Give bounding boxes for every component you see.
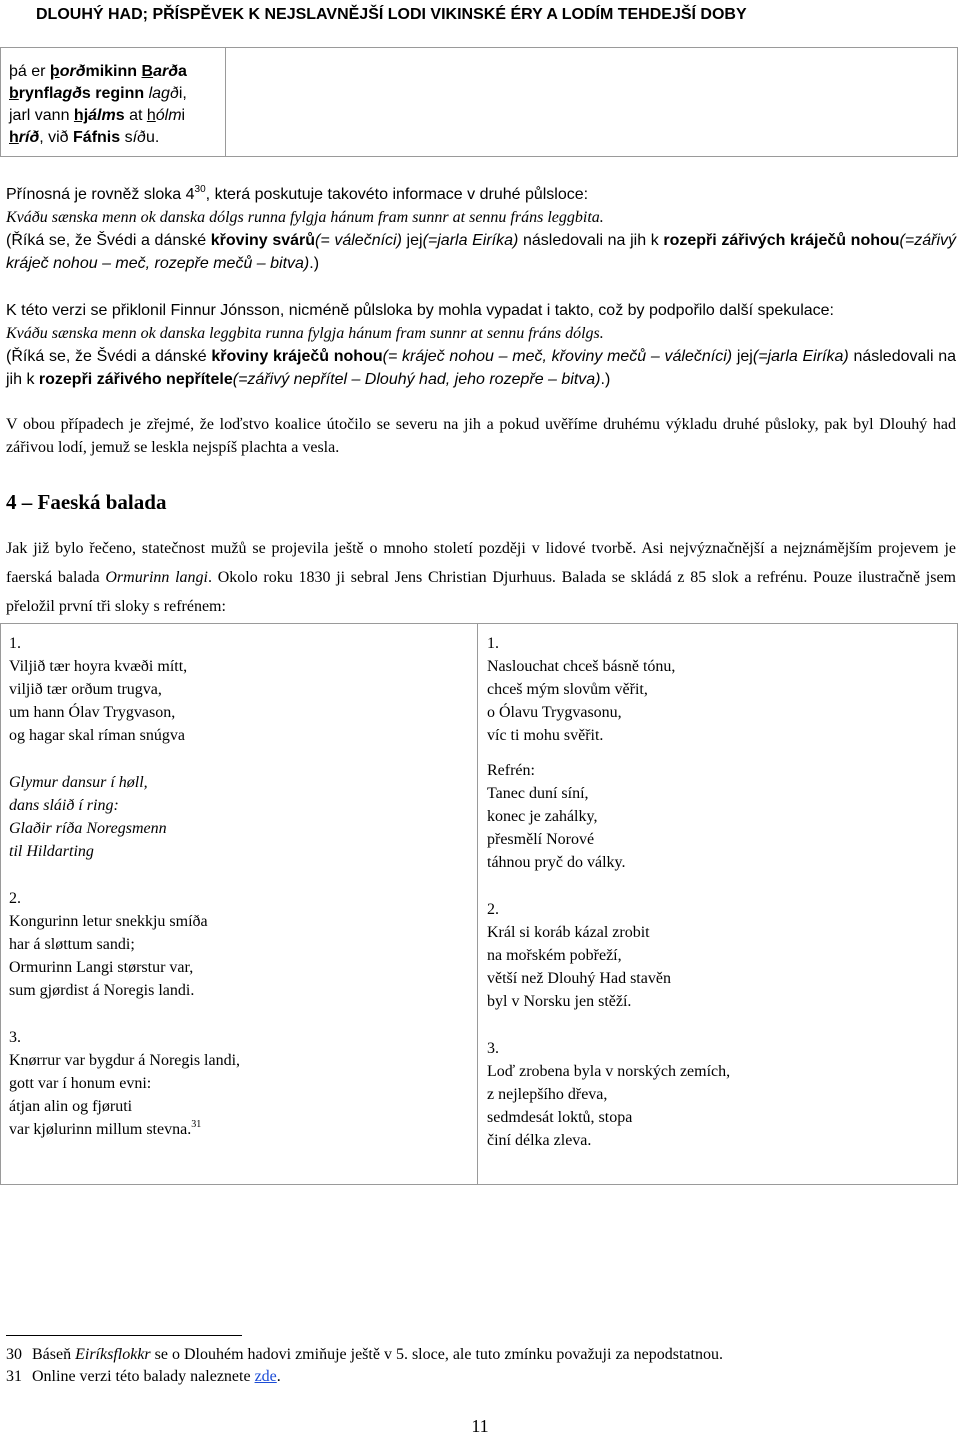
paragraph: (Říká se, že Švédi a dánské křoviny svárů(= válečníci) jej(=jarla Eiríka) následovali na jih k rozepři zářivých kráječů nohou(=zářivý kráječ nohou – meč, rozepře mečů – bitva).) [6, 232, 956, 272]
section-heading: 4 – Faeská balada [6, 490, 167, 514]
footnote-ref: 30 [194, 184, 206, 195]
paragraph: Kváðu sænska menn ok danska leggbita runna fylgja hánum fram sunnr at sennu fráns dólgs. [6, 325, 604, 342]
paragraph: V obou případech je zřejmé, že loďstvo koalice útočilo se severu na jih a pokud uvěříme druhému výkladu druhé půsloky, pak byl Dlouhý had zářivou lodí, jemuž se leskla nejspíš plachta a vesla. [6, 416, 956, 456]
box-divider [225, 48, 226, 156]
footnote-ref: 31 [191, 1119, 202, 1130]
refrain: Glymur dansur í høll, dans sláið í ring: Glaðir ríða Noregsmenn til Hildarting [9, 774, 167, 860]
section-4 [6, 534, 956, 621]
paragraph: Kváðu sænska menn ok danska dólgs runna fylgja hánum fram sunnr at sennu fráns leggbita. [6, 209, 604, 226]
skaldic-verse-box [0, 47, 958, 157]
verse-line: jarl vann hjálms at hólmi [9, 107, 186, 124]
paragraph: (Říká se, že Švédi a dánské křoviny kráječů nohou(= kráječ nohou – meč, křoviny mečů – válečníci) jej(=jarla Eiríka) následovali na jih k rozepři zářivého nepřítele(=zářivý nepřítel – Dlouhý had, jeho rozepře – bitva).) [6, 348, 957, 388]
stanza-3: 3. Knørrur var bygdur á Noregis landi, gott var í honum evni: átjan alin og fjøruti var kjølurinn millum stevna.$^{31}$ [9, 1029, 241, 1138]
verse-line: brynflagðs reginn lagði, [9, 85, 187, 102]
ballad-link[interactable]: zde [254, 1368, 277, 1385]
ballad-table [0, 623, 958, 1185]
stanza-1-translation: 1. Naslouchat chceš básně tónu, chceš mým slovům věřit, o Ólavu Trygvasonu, víc ti mohu svěřit. [487, 635, 676, 744]
paragraph: Přínosná je rovněž sloka $4^{30}$, která poskutuje takovéto informace v druhé půlsloce: [6, 184, 589, 203]
stanza-3-translation: 3. Loď zrobena byla v norských zemích, z nejlepšího dřeva, sedmdesát loktů, stopa činí délka zleva. [487, 1040, 731, 1149]
paragraph: Jak již bylo řečeno, statečnost mužů se projevila ještě o mnoho století později v lidové tvorbě. Asi nejvýznačnější a nejznámějším projevem je faerská balada Ormurinn langi. Okolo roku 1830 ji sebral Jens Christian Djurhuus. Balada se skládá z 85 slok a refrénu. Pouze ilustračně jsem přeložil první tři sloky s refrénem: [6, 540, 957, 615]
footnote-31: 31 Online verzi této balady naleznete zde. [6, 1368, 281, 1385]
paragraph: K této verzi se přiklonil Finnur Jónsson, nicméně půlsloka by mohla vypadat i takto, což by podpořilo další spekulace: [6, 302, 834, 319]
refrain-translation: Refrén: Tanec duní síní, konec je zahálky, přesmělí Norové táhnou pryč do války. [487, 762, 626, 871]
section-1 [6, 183, 956, 275]
footnote-30: 30 Báseň Eiríksflokkr se o Dlouhém hadovi zmiňuje ještě v 5. sloce, ale tuto zmínku považuji za nepodstatnou. [6, 1346, 723, 1363]
table-divider [477, 624, 478, 1184]
stanza-2-translation: 2. Král si koráb kázal zrobit na mořském pobřeží, větší než Dlouhý Had stavěn byl v Norsku jen stěží. [487, 901, 671, 1010]
ballad-translation-column [487, 632, 730, 1152]
ballad-original-column [9, 632, 240, 1141]
stanza-1: 1. Viljið tær hoyra kvæði mítt, viljið tær orðum trugva, um hann Ólav Trygvason, og hagar skal ríman snúgva [9, 635, 188, 744]
verse-line: þá er þorðmikinn Barða [9, 63, 187, 80]
footnote-rule [6, 1335, 242, 1336]
verse-line: hríð, við Fáfnis síðu. [9, 129, 160, 146]
running-header: DLOUHÝ HAD; PŘÍSPĚVEK K NEJSLAVNĚJŠÍ LODI VIKINSKÉ ÉRY A LODÍM TEHDEJŠÍ DOBY [36, 6, 747, 23]
stanza-2: 2. Kongurinn letur snekkju smíða har á sløttum sandi; Ormurinn Langi størstur var, sum gjørdist á Noregis landi. [9, 890, 208, 999]
skaldic-verse [9, 61, 187, 149]
section-3 [6, 413, 956, 459]
section-2 [6, 299, 956, 391]
page-number: 11 [471, 1416, 489, 1436]
